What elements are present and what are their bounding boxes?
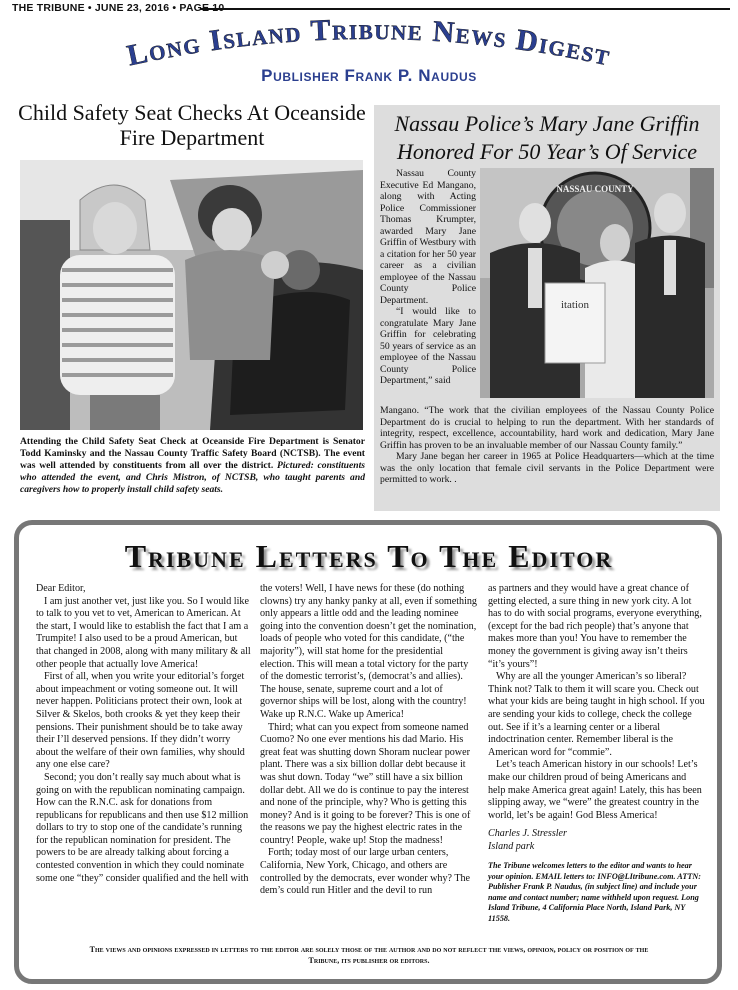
letters-disclaimer: The views and opinions expressed in letters to the editor are solely those of the author and do not reflect the views, opinion, policy or position of the Tribune, its publisher or editors. [89,945,649,965]
seal-text: NASSAU COUNTY [556,184,634,194]
svg-text:Long Island Tribune News Diges [124,14,614,72]
letter-paragraph: Forth; today most of our large urban centers, California, New York, Chicago, and others are controlled by the democrats, ever wonder why? The dem’s could run Hitler and the devil to run [260,847,471,897]
child-seat-photo [20,160,363,430]
right-story-text-narrow [380,168,476,387]
letters-title: Tribune Letters To The Editor [124,538,614,574]
caption-text: Attending the Child Safety Seat Check at Oceanside Fire Department is Senator Todd Kaminsky and the Nassau County Traffic Safety Board (NCTSB). The event was well attended by constituents from all over the district. [20,436,365,471]
masthead-title: Long Island Tribune News Digest [124,14,614,73]
publisher-line: Publisher Frank P. Naudus [261,66,477,85]
left-caption [20,436,365,496]
griffin-photo [480,168,714,398]
letter-paragraph: the voters! Well, I have news for these (do nothing clowns) try any hanky panky at all, even if something only appears a little odd and the leading nominee going into the convention doesn’t get the nomination, loads of people who voted for this candidate, (“the majority”), will stat home for the presidential election. This will mean a total victory for the party of the domestic terrorist’s, (democrat’s and allies). The house, senate, supreme court and a lot of governor ships will be lost, along with the country! Wake up R.N.C. Wake up America! [260,583,477,720]
masthead-title-art [0,14,738,74]
story-para-2: “I would like to congratulate Mary Jane Griffin for celebrating 50 years of service as an employee of the Nassau County Police Department,” said [380,306,476,386]
folio-line: THE TRIBUNE • JUNE 23, 2016 • PAGE 10 [12,2,225,14]
left-headline: Child Safety Seat Checks At Oceanside Fire Department [18,100,366,150]
letter-paragraph: Let’s teach American history in our schools! Let’s make our children proud of being Americans and help make America great again! Lately, this has been slipping away, we “were” the greatest country in the world, let’s be again! God Bless America! [488,759,702,821]
letters-column-2 [260,583,478,898]
letter-paragraph: Dear Editor, [36,583,86,594]
letter-paragraph: I am just another vet, just like you. So I would like to talk to you vet to vet, American to American. At the start, I would like to establish the fact that I am a Trumpite! I also used to be a proud American, but that changed in 2008, along with many military & all other people that actually love America! [36,595,251,670]
letter-paragraph: Second; you don’t really say much about what is going on with the republican nominating campaign. How can the R.N.C. ask for donations from republicans for republicans and then use $12 million dollars to try to stop one of the candidate’s running for the republican nomination for president. The powers to be are already talking about forcing a contested convention in which they could nominate some one “they” consider qualified and the hell with [36,771,249,884]
right-headline: Nassau Police’s Mary Jane Griffin Honored For 50 Year’s Of Service [394,111,700,164]
submission-note: The Tribune welcomes letters to the editor and wants to hear your opinion. EMAIL letters to: INFO@LItribune.com. ATTN: Publisher Frank P. Naudus, (in subject line) and include your name and contact number; name withheld upon request. Long Island Tribune, 4 California Place North, Island Park, NY 11558. [488,861,701,923]
left-story [16,100,368,150]
story-para-3: Mary Jane began her career in 1965 at Police Headquarters—which at the time was the only location that female civil servants in the Police Department were permitted to work. . [380,451,714,485]
folio-rule [200,8,730,10]
citation-text: itation [560,299,590,311]
letter-paragraph: First of all, when you write your editorial’s forget about impeachment or voting someone out. It will never happen. Politicians protect their own, look at Silver & Skelos, both crooks & yet they keep their pensions. Their punishment should be to take away their I’ll deserved pensions. If they didn’t worry about the welfare of their own families, why should any one else care? [36,671,245,771]
caption-italic-text: Pictured: constituents who attended the event, and Chris Mistron, of NCTSB, who taught parents and caregivers how to properly install child safety seats. [20,460,365,495]
story-para-1: Nassau County Executive Ed Mangano, along with Acting Police Commissioner Thomas Krumpter, awarded Mary Jane Griffin of Westbury with a citation for her 50 year career as a civilian employee of the Nassau County Police Department. [380,168,476,306]
signature-name: Charles J. Stressler [488,828,567,840]
right-story-text-wide [380,405,714,486]
letters-column-3 [488,583,706,924]
masthead [0,14,738,90]
letter-paragraph: Third; what can you expect from someone named Cuomo? No one ever mentions his dad Mario. His great feat was shutting down Shoram nuclear power plant. There was a six billion dollar debt because it was shut down. Today “we” still have a six billion dollar debt. All we do is continue to pay the interest and none of the principle, why? Who is getting this money? And is it going to be forever? This is one of the reasons we pay the highest electric rates in the country! People, wake up! Stop the madness! [260,721,471,846]
signature-place: Island park [488,840,535,852]
letter-paragraph: as partners and they would have a great chance of getting elected, a sure thing in new york city. A lot has to do with social programs, everyone everything, (except for the bad rich people) that’s anyone that makes more than you! You have to remember the money the government is giving away isn’t theirs “it’s yours”! [488,583,702,670]
letters-column-1 [36,583,254,885]
letter-signature [488,828,706,853]
letter-paragraph: Why are all the younger American’s so liberal? Think not? Talk to them it will scare you. Check out what your kids are being taught in high school. If you are sending your kids to college, check the college out. See if it’s a learning center or a liberal indoctrination center. Remember liberal is the American word for “commie”. [488,671,705,758]
story-para-2-cont: Mangano. “The work that the civilian employees of the Nassau County Police Department do is crucial to helping to run the department. With her standards of integrity, respect, excellence, accountability, hard work and dedication, Mary Jane Griffin has proven to be an invaluable member of our Nassau County family.” [380,405,714,451]
